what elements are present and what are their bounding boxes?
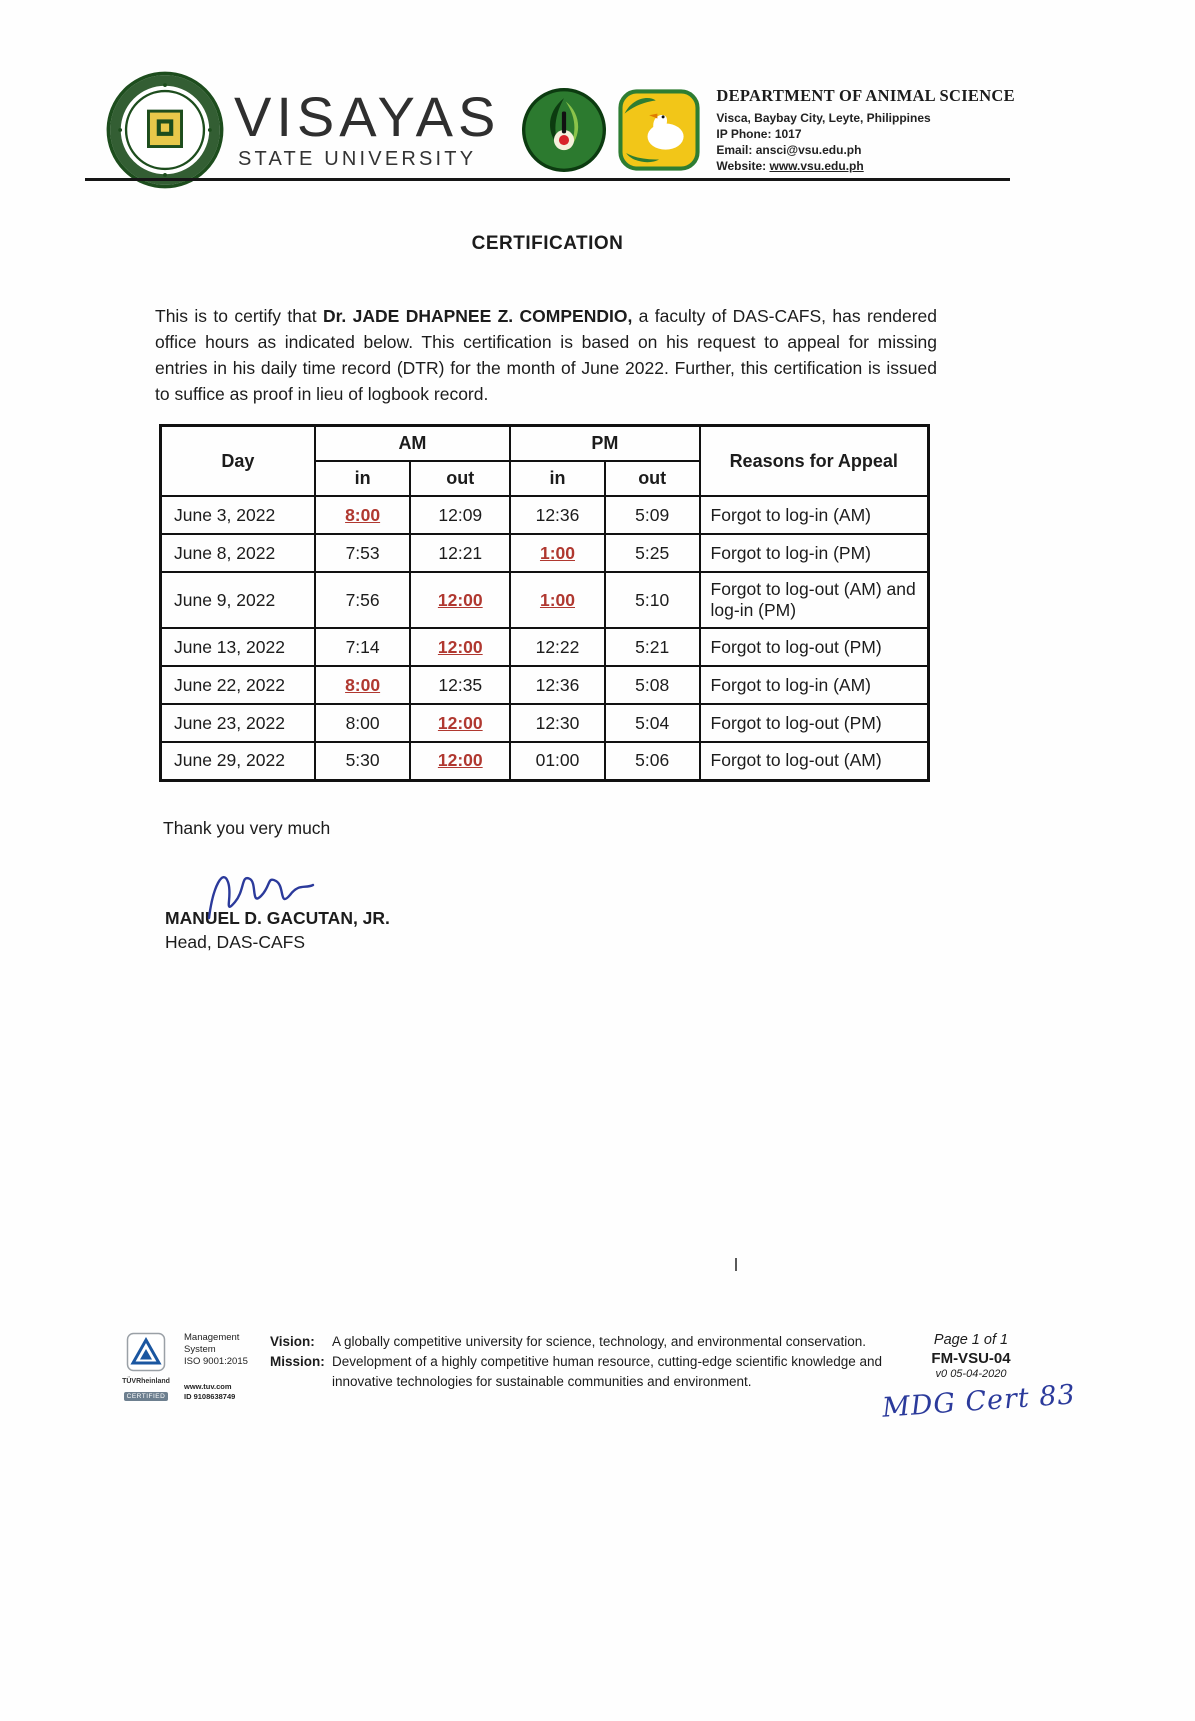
cell-reason: Forgot to log-out (PM) bbox=[700, 704, 929, 742]
page-number: Page 1 of 1 bbox=[933, 1332, 1009, 1348]
col-header-reasons: Reasons for Appeal bbox=[700, 426, 929, 497]
col-header-pm-out: out bbox=[605, 461, 700, 496]
cell-pm-out: 5:09 bbox=[605, 496, 700, 534]
cell-am-in: 7:14 bbox=[315, 628, 411, 666]
tuv-url-text: www.tuv.com bbox=[184, 1382, 232, 1391]
vision-label: Vision: bbox=[270, 1334, 315, 1349]
table-row bbox=[161, 666, 929, 704]
website-url: www.vsu.edu.ph bbox=[769, 159, 864, 173]
cell-pm-in: 1:00 bbox=[510, 572, 605, 628]
tuv-certified-banner: CERTIFIED bbox=[124, 1392, 169, 1401]
cell-pm-out: 5:10 bbox=[605, 572, 700, 628]
vision-mission-texts bbox=[332, 1332, 890, 1392]
university-wordmark bbox=[234, 85, 501, 171]
vision-mission-block bbox=[270, 1332, 890, 1392]
table-header-row-1 bbox=[161, 426, 929, 462]
tuv-certification-block bbox=[112, 1332, 180, 1403]
certification-paragraph bbox=[155, 303, 937, 407]
cell-day: June 8, 2022 bbox=[161, 534, 315, 572]
cell-am-in: 8:00 bbox=[315, 666, 411, 704]
department-phone: IP Phone: 1017 bbox=[716, 127, 802, 141]
department-email: Email: ansci@vsu.edu.ph bbox=[716, 143, 862, 157]
cell-am-in: 7:53 bbox=[315, 534, 411, 572]
cell-am-out: 12:00 bbox=[410, 742, 510, 780]
cell-day: June 22, 2022 bbox=[161, 666, 315, 704]
cell-am-out: 12:21 bbox=[410, 534, 510, 572]
signatory-name: MANUEL D. GACUTAN, JR. bbox=[165, 908, 390, 928]
dtr-table bbox=[159, 424, 930, 782]
cell-day: June 3, 2022 bbox=[161, 496, 315, 534]
col-header-day: Day bbox=[161, 426, 315, 497]
cell-day: June 9, 2022 bbox=[161, 572, 315, 628]
cell-day: June 13, 2022 bbox=[161, 628, 315, 666]
college-logo-icon bbox=[522, 88, 606, 172]
col-header-pm-in: in bbox=[510, 461, 605, 496]
signatory-block bbox=[165, 908, 390, 953]
cell-reason: Forgot to log-in (PM) bbox=[700, 534, 929, 572]
col-header-am: AM bbox=[315, 426, 510, 462]
cell-am-out: 12:00 bbox=[410, 704, 510, 742]
handwritten-note: MDG Cert 83 bbox=[881, 1379, 1077, 1424]
col-header-pm: PM bbox=[510, 426, 699, 462]
closing-thanks: Thank you very much bbox=[163, 818, 331, 838]
cell-reason: Forgot to log-out (AM) and log-in (PM) bbox=[700, 572, 929, 628]
signatory-title: Head, DAS-CAFS bbox=[165, 932, 306, 952]
cell-pm-in: 1:00 bbox=[510, 534, 605, 572]
stray-mark bbox=[735, 1258, 737, 1271]
faculty-name: Dr. JADE DHAPNEE Z. COMPENDIO, bbox=[322, 306, 633, 326]
cell-day: June 23, 2022 bbox=[161, 704, 315, 742]
cell-am-out: 12:35 bbox=[410, 666, 510, 704]
form-version: v0 05-04-2020 bbox=[935, 1368, 1007, 1380]
university-subname: STATE UNIVERSITY bbox=[238, 148, 477, 170]
department-name: DEPARTMENT OF ANIMAL SCIENCE bbox=[716, 86, 1015, 105]
col-header-am-out: out bbox=[410, 461, 510, 496]
department-address: Visca, Baybay City, Leyte, Philippines bbox=[716, 111, 931, 125]
vision-mission-labels bbox=[270, 1332, 332, 1392]
col-header-am-in: in bbox=[315, 461, 411, 496]
cell-pm-in: 12:22 bbox=[510, 628, 605, 666]
university-name: VISAYAS bbox=[234, 85, 501, 148]
mission-text: Development of a highly competitive human resource, cutting-edge scientific knowledge and innovative technologies for sustainable communities and environment. bbox=[332, 1354, 883, 1389]
cell-reason: Forgot to log-in (AM) bbox=[700, 666, 929, 704]
mission-label: Mission: bbox=[270, 1354, 325, 1369]
cell-pm-in: 12:30 bbox=[510, 704, 605, 742]
table-row bbox=[161, 534, 929, 572]
cell-am-out: 12:00 bbox=[410, 628, 510, 666]
department-logo-icon bbox=[618, 89, 700, 171]
signature-ink bbox=[193, 854, 353, 934]
cell-am-in: 8:00 bbox=[315, 704, 411, 742]
tuv-id-text: ID 9108638749 bbox=[184, 1392, 236, 1401]
tuv-brand-text: TÜVRheinland bbox=[122, 1378, 170, 1385]
cell-reason: Forgot to log-out (PM) bbox=[700, 628, 929, 666]
mgmt-system-text: Management System bbox=[184, 1332, 240, 1355]
paragraph-start: This is to certify that bbox=[155, 306, 323, 326]
letterhead bbox=[106, 74, 1096, 186]
paragraph-rest: a faculty of DAS-CAFS, has rendered office hours as indicated below. This certification is based on his request to appeal for missing entries in his daily time record (DTR) for the month of June 2022. Further, this certification is issued to suffice as proof in lieu of logbook record. bbox=[155, 306, 937, 404]
cell-pm-out: 5:04 bbox=[605, 704, 700, 742]
document-meta-block bbox=[912, 1332, 1030, 1380]
vision-text: A globally competitive university for science, technology, and environmental conservation. bbox=[332, 1334, 867, 1349]
vsu-seal-icon bbox=[106, 71, 224, 189]
document-title: CERTIFICATION bbox=[471, 233, 624, 254]
website-label: Website: bbox=[716, 159, 770, 173]
cell-am-in: 5:30 bbox=[315, 742, 411, 780]
tuv-logo-icon bbox=[126, 1332, 166, 1372]
table-row bbox=[161, 704, 929, 742]
iso-text-block bbox=[184, 1332, 262, 1401]
cell-pm-in: 12:36 bbox=[510, 496, 605, 534]
cell-pm-out: 5:21 bbox=[605, 628, 700, 666]
cell-am-in: 7:56 bbox=[315, 572, 411, 628]
table-row bbox=[161, 742, 929, 780]
form-code: FM-VSU-04 bbox=[931, 1350, 1011, 1367]
cell-am-out: 12:00 bbox=[410, 572, 510, 628]
table-row bbox=[161, 572, 929, 628]
cell-am-out: 12:09 bbox=[410, 496, 510, 534]
table-row bbox=[161, 628, 929, 666]
cell-pm-out: 5:25 bbox=[605, 534, 700, 572]
cell-am-in: 8:00 bbox=[315, 496, 411, 534]
cell-reason: Forgot to log-in (AM) bbox=[700, 496, 929, 534]
department-website bbox=[716, 158, 1021, 174]
cell-pm-in: 01:00 bbox=[510, 742, 605, 780]
cell-pm-in: 12:36 bbox=[510, 666, 605, 704]
header-divider bbox=[85, 178, 1010, 181]
table-row bbox=[161, 496, 929, 534]
cell-reason: Forgot to log-out (AM) bbox=[700, 742, 929, 780]
iso-standard-text: ISO 9001:2015 bbox=[184, 1356, 248, 1367]
cell-pm-out: 5:06 bbox=[605, 742, 700, 780]
department-contact-block bbox=[716, 86, 1021, 174]
cell-day: June 29, 2022 bbox=[161, 742, 315, 780]
cell-pm-out: 5:08 bbox=[605, 666, 700, 704]
